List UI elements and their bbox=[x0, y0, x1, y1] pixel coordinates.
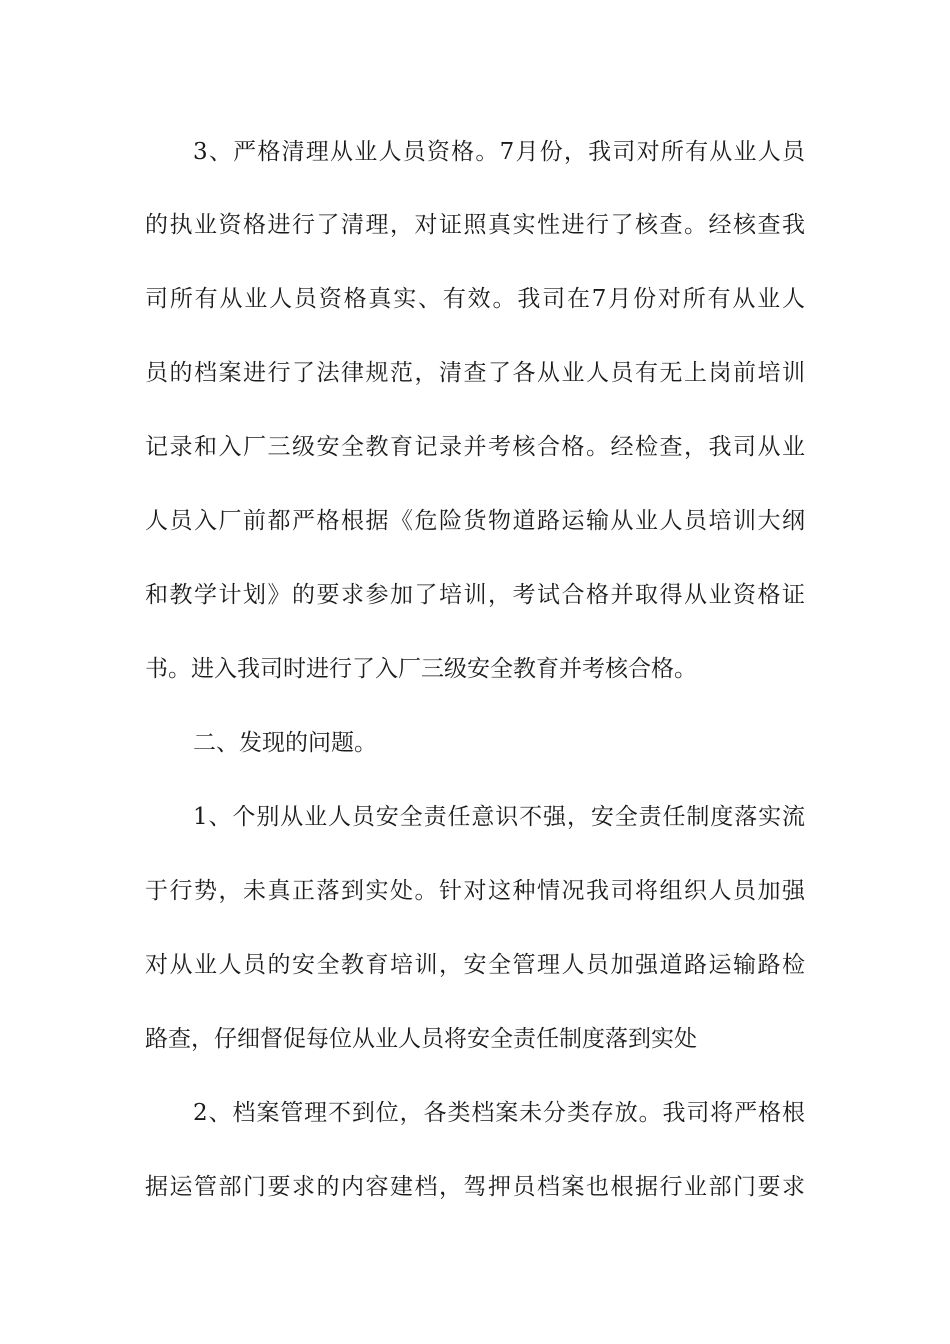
paragraph-3-line-3: 司所有从业人员资格真实、有效。我司在7月份对所有从业人 bbox=[145, 286, 805, 312]
problem-2-line-2: 据运管部门要求的内容建档，驾押员档案也根据行业部门要求 bbox=[145, 1174, 805, 1200]
paragraph-3-line-2: 的执业资格进行了清理，对证照真实性进行了核查。经核查我 bbox=[145, 212, 805, 238]
problem-1-line-3: 对从业人员的安全教育培训，安全管理人员加强道路运输路检 bbox=[145, 952, 805, 978]
problem-2-line-1: 2、档案管理不到位，各类档案未分类存放。我司将严格根 bbox=[193, 1100, 805, 1126]
problem-1-line-4: 路查，仔细督促每位从业人员将安全责任制度落到实处 bbox=[145, 1026, 697, 1052]
paragraph-3-line-5: 记录和入厂三级安全教育记录并考核合格。经检查，我司从业 bbox=[145, 434, 805, 460]
problem-1-line-1: 1、个别从业人员安全责任意识不强，安全责任制度落实流 bbox=[193, 804, 805, 830]
section-heading-problems: 二、发现的问题。 bbox=[193, 730, 377, 756]
problem-1-line-2: 于行势，未真正落到实处。针对这种情况我司将组织人员加强 bbox=[145, 878, 805, 904]
paragraph-3-line-1: 3、严格清理从业人员资格。7月份，我司对所有从业人员 bbox=[193, 139, 805, 165]
paragraph-3-line-8: 书。进入我司时进行了入厂三级安全教育并考核合格。 bbox=[145, 656, 697, 682]
paragraph-3-line-6: 人员入厂前都严格根据《危险货物道路运输从业人员培训大纲 bbox=[145, 508, 805, 534]
paragraph-3-line-7: 和教学计划》的要求参加了培训，考试合格并取得从业资格证 bbox=[145, 582, 805, 608]
paragraph-3-line-4: 员的档案进行了法律规范，清查了各从业人员有无上岗前培训 bbox=[145, 360, 805, 386]
